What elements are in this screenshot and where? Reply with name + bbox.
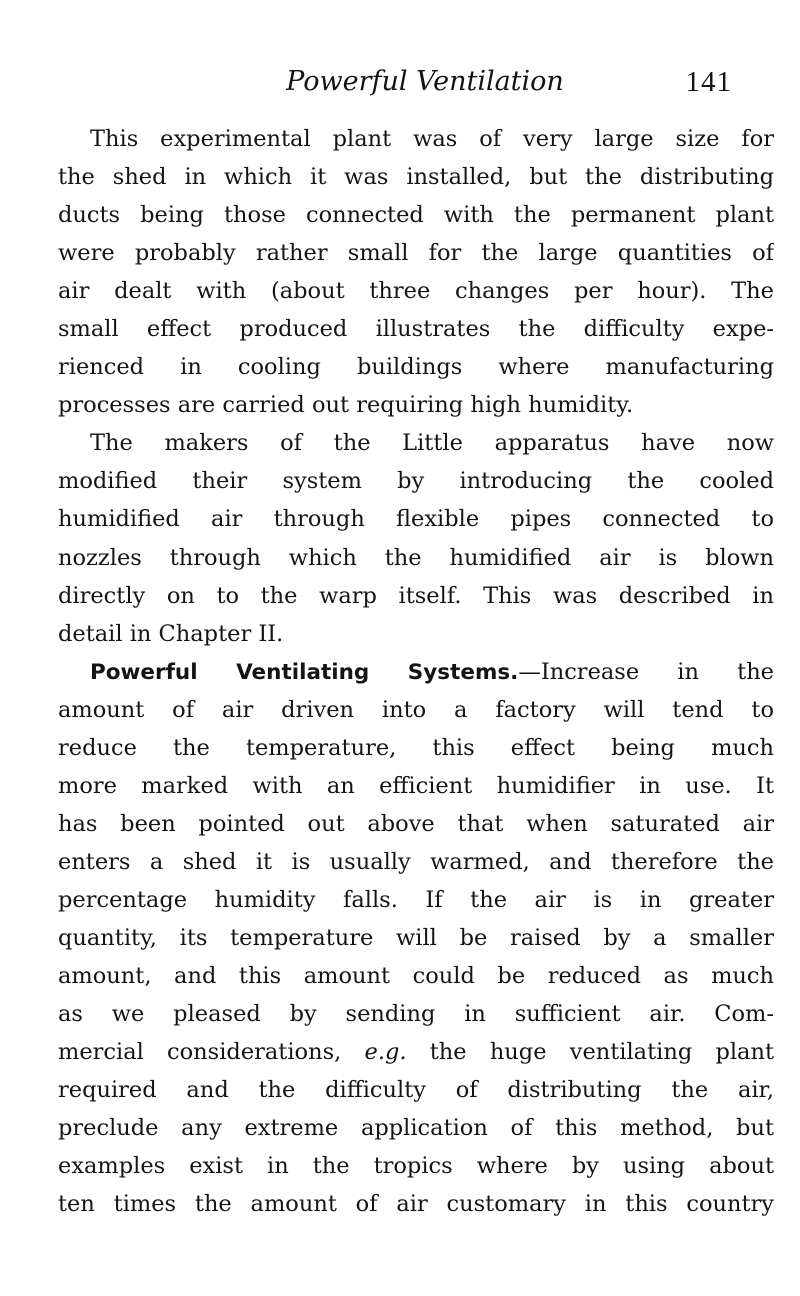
text-line-eg xyxy=(58,1033,774,1071)
text-line: modified their system by introducing the cooled xyxy=(58,468,774,495)
text-line: quantity, its temperature will be raised by a smaller xyxy=(58,924,774,951)
text-line: enters a shed it is usually warmed, and therefore the xyxy=(58,848,774,875)
text-line: The makers of the Little apparatus have now xyxy=(90,430,774,457)
text-line: percentage humidity falls. If the air is in greater xyxy=(58,886,774,913)
body-text xyxy=(58,120,774,1223)
eg-before: mercial considerations, xyxy=(58,1039,342,1066)
text-line: were probably rather small for the large quantities of xyxy=(58,240,774,267)
text-line: ten times the amount of air customary in this country xyxy=(58,1191,774,1218)
text-line: processes are carried out requiring high humidity. xyxy=(58,392,634,419)
text-line: rienced in cooling buildings where manufacturing xyxy=(58,354,774,381)
section-heading: Powerful Ventilating Systems. xyxy=(90,659,519,685)
text-line: preclude any extreme application of this method, but xyxy=(58,1115,774,1142)
heading-line-text: —Increase in the xyxy=(518,658,774,685)
text-line: amount, and this amount could be reduced as much xyxy=(58,963,774,990)
running-head xyxy=(60,62,760,102)
text-line: the shed in which it was installed, but the distributing xyxy=(58,164,774,191)
text-line: air dealt with (about three changes per hour). The xyxy=(58,278,774,305)
text-line: examples exist in the tropics where by using about xyxy=(58,1153,774,1180)
page-number: 141 xyxy=(685,66,732,98)
text-line: more marked with an efficient humidifier in use. It xyxy=(58,772,774,799)
text-line: humidified air through flexible pipes connected to xyxy=(58,506,774,533)
running-title: Powerful Ventilation xyxy=(286,66,564,97)
text-line: amount of air driven into a factory will tend to xyxy=(58,696,774,723)
text-line: required and the difficulty of distributing the air, xyxy=(58,1077,774,1104)
text-line: nozzles through which the humidified air is blown xyxy=(58,544,774,571)
eg-abbreviation: e.g. xyxy=(364,1039,407,1066)
text-line: has been pointed out above that when saturated air xyxy=(58,810,774,837)
text-line: small effect produced illustrates the difficulty expe- xyxy=(58,316,774,343)
text-line: detail in Chapter II. xyxy=(58,620,284,647)
text-line: This experimental plant was of very large size for xyxy=(90,126,774,152)
text-line: directly on to the warp itself. This was described in xyxy=(58,582,774,609)
section-heading-line xyxy=(58,653,774,691)
text-line: as we pleased by sending in sufficient air. Com- xyxy=(58,1001,774,1028)
eg-after: the huge ventilating plant xyxy=(429,1039,774,1066)
text-line: reduce the temperature, this effect being much xyxy=(58,734,774,761)
text-line: ducts being those connected with the permanent plant xyxy=(58,202,774,229)
